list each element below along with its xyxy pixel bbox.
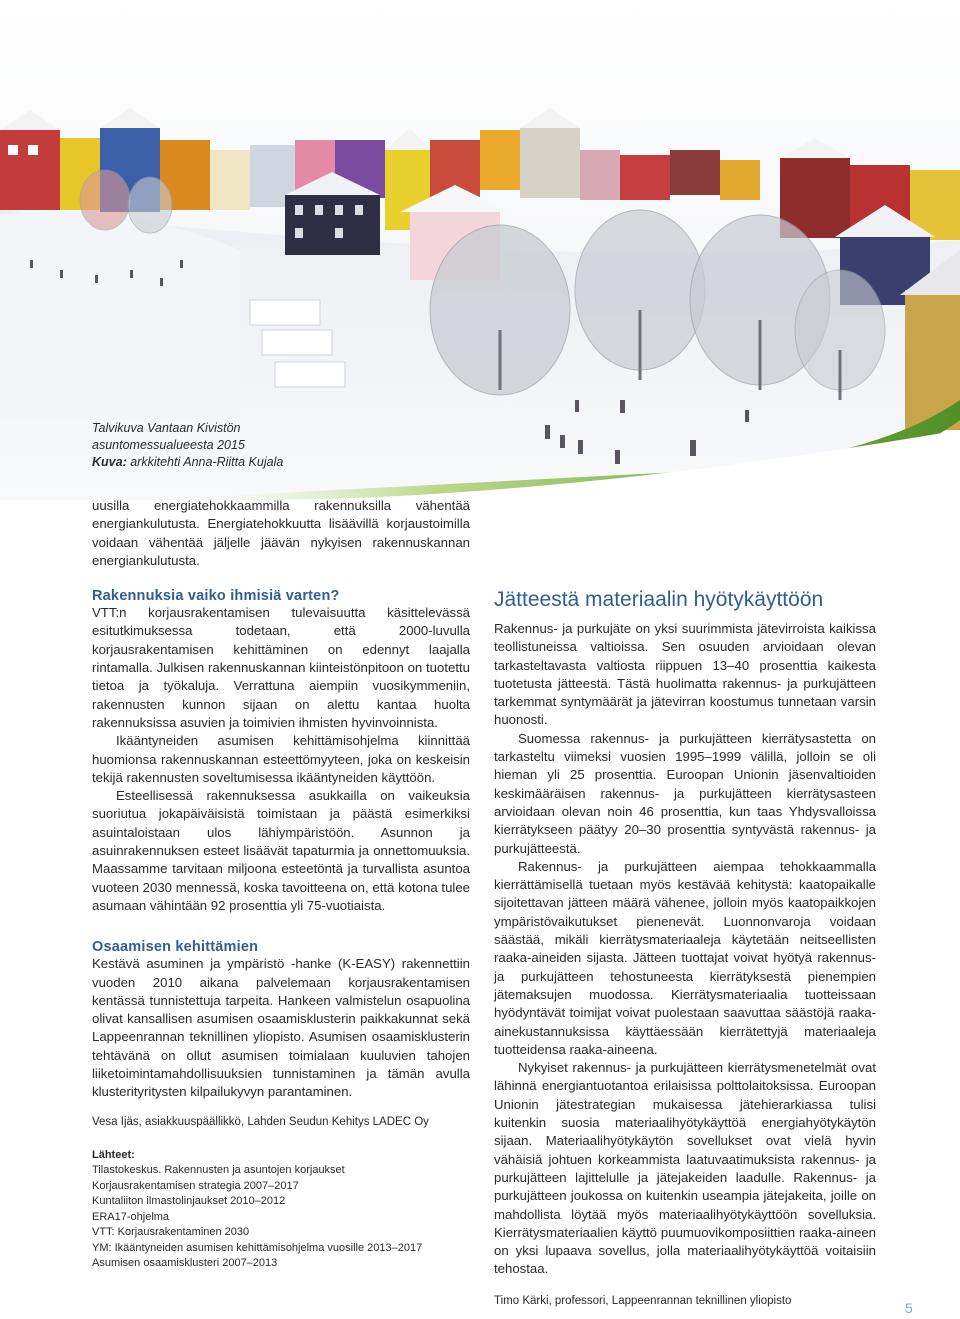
reference-item: Korjausrakentamisen strategia 2007–2017 — [92, 1179, 299, 1192]
right-paragraph-3: Rakennus- ja purkujätteen aiempaa tehokkaammalla kierrättämisellä tuetaan myös kestävää kehitystä: kaatopaikalle sijoitettavan jätteen määrä vähenee, jolloin myös kaatopaikkojen ympäristövaikutukset pienenevät. Luonnonvaroja voidaan säästää, mikäli kierrätysmateriaaleja käytetään neitseellisten raaka-aineiden sijasta. Jätteen tuottajat voivat hyötyä rakennus- ja purkujätteen tehostuneesta kierrätyksestä pienempien jätemaksujen muodossa. Kierrätysmateriaalia tuotteissaan hyödyntävät toimijat voivat puolestaan saavuttaa säästöjä raaka-ainekustannuksissa käyttäessään kierrätettyjä materiaaleja tuotteidensa raaka-aineena. — [494, 858, 876, 1057]
caption-line-1: Talvikuva Vantaan Kivistön — [92, 421, 241, 435]
left-paragraph-3: Esteellisessä rakennuksessa asukkailla on vaikeuksia suoriutua jokapäiväisistä toimistaan ja päästä esimerkiksi asuintaloistaan ulos lähiympäristöön. Asunnon ja asuinrakennuksen esteet lisäävät tapaturmia ja onnettomuuksia. Maassamme tarvitaan miljoona esteetöntä ja turvallista asuntoa vuoteen 2030 mennessä, koska tavoitteena on, että kotona tulee asumaan vähintään 92 prosenttia yli 75-vuotiaista. — [92, 788, 470, 913]
page-number: 5 — [905, 1300, 913, 1316]
reference-item: Tilastokeskus. Rakennusten ja asuntojen korjaukset — [92, 1164, 345, 1177]
right-title: Jätteestä materiaalin hyötykäyttöön — [494, 588, 824, 611]
right-paragraph-2: Suomessa rakennus- ja purkujätteen kierrätysastetta on tarkasteltu viimeksi vuosien 1995–1999 välillä, jolloin se oli hieman yli 25 prosenttia. Euroopan Unionin jäsenvaltioiden keskimääräisen rakennus- ja purkujätteen kierrätysasteen arvioidaan olevan noin 46 prosenttia, kun taas Yhdysvalloissa kierrätykseen päätyy 20–30 prosenttia syntyvästä rakennus- ja purkujätteestä. — [494, 730, 876, 856]
references-label: Lähteet: — [92, 1148, 135, 1161]
right-author: Timo Kärki, professori, Lappeenrannan teknillinen yliopisto — [494, 1294, 792, 1307]
right-paragraph-4: Nykyiset rakennus- ja purkujätteen kierrätysmenetelmät ovat lähinnä energiantuotantoa erilaisissa polttolaitoksissa. Euroopan Unionin jätestrategian mukaisessa jätehierarkiassa tulisi kuitenkin suosia materiaalihyötykäyttöä energiahyötykäytön sijaan. Materiaalihyötykäytön sovellukset ovat vielä hyvin vähäisiä johtuen korkeammista laatuvaatimuksista rakennus- ja purkujätteen lajittelulle ja jätejakeiden laadulle. Rakennus- ja purkujätteen joukossa on kuitenkin useampia jätejakeita, joille on mahdollista löytää myös materiaalihyötykäyttöön sovelluksia. Kierrätysmateriaalien käyttö puumuovikomposiittien raaka-aineen on yksi lupaava sovellus, jolla materiaalihyötykäyttöä voitaisiin tehostaa. — [494, 1060, 876, 1277]
reference-item: YM: Ikääntyneiden asumisen kehittämisohjelma vuosille 2013–2017 — [92, 1241, 423, 1254]
reference-item: ERA17-ohjelma — [92, 1210, 170, 1223]
reference-item: Asumisen osaamisklusteri 2007–2013 — [92, 1257, 278, 1270]
left-author: Vesa Ijäs, asiakkuuspäällikkö, Lahden Seudun Kehitys LADEC Oy — [92, 1115, 429, 1128]
left-paragraph-1: VTT:n korjausrakentamisen tulevaisuutta käsittelevässä esitutkimuksessa todetaan, että 2000-luvulla korjausrakentamisen kehittäminen on edennyt laajalla rintamalla. Julkisen rakennuskannan kiinteistönpitoon on tuotettu tietoa ja työkaluja. Verrattuna aiempiin vuosikymmeniin, rakennusten kunnon sijaan on alettu kantaa huolta rakennuksissa asuvien ja toimivien ihmisten hyvinvoinnista. — [92, 605, 470, 730]
left-column — [92, 497, 470, 1272]
left-paragraph-2: Ikääntyneiden asumisen kehittämisohjelma kiinnittää huomionsa rakennuskannan esteettömyyteen, joka on keskeisin tekijä rakennusten soveltumisessa ikääntyneiden käyttöön. — [92, 733, 470, 785]
reference-item: VTT: Korjausrakentaminen 2030 — [92, 1226, 250, 1239]
references — [92, 1148, 470, 1272]
caption-line-2: asuntomessualueesta 2015 — [92, 438, 245, 452]
caption-credit — [92, 454, 332, 471]
heading-rakennuksia: Rakennuksia vaiko ihmisiä varten? — [92, 588, 340, 605]
right-paragraph-1: Rakennus- ja purkujäte on yksi suurimmista jätevirroista kaikissa teollistuneissa valtioissa. Sen osuuden arvioidaan olevan tarkasteltavasta valtiosta riippuen 13–40 prosenttia kaikesta tuotetusta jätteestä. Tästä huolimatta rakennus- ja purkujätteen tarkemmat syntymäärät ja jätevirran koostumus tunnetaan varsin huonosti. — [494, 621, 876, 728]
caption-credit-value: arkkitehti Anna-Riitta Kujala — [130, 455, 284, 469]
intro-paragraph: uusilla energiatehokkaammilla rakennuksilla vähentää energiankulutusta. Energiatehokkuutta lisäävillä korjaustoimilla voidaan vähentää jäljelle jäävän nykyisen rakennuskannan energiankulutusta. — [92, 498, 470, 568]
left-paragraph-4: Kestävä asuminen ja ympäristö -hanke (K-EASY) rakennettiin vuoden 2010 aikana palvelemaan korjausrakentamisen kentässä tunnistettuja tarpeita. Hankeen valmistelun osapuolina olivat kansallisen asumisen osaamisklusterin paikkakunnat sekä Lappeenrannan teknillinen yliopisto. Asumisen osaamisklusterin tehtävänä on ollut asumisen toimialaan kuuluvien tahojen liiketoimintamahdollisuuksien tunnistaminen ja tämän avulla klusterityritysten kilpailukyvyn parantaminen. — [92, 956, 470, 1100]
caption-credit-label: Kuva: — [92, 455, 127, 469]
reference-item: Kuntaliiton ilmastolinjaukset 2010–2012 — [92, 1195, 286, 1208]
image-caption — [92, 420, 332, 471]
right-column — [494, 588, 876, 1309]
heading-osaamisen: Osaamisen kehittämien — [92, 939, 259, 956]
